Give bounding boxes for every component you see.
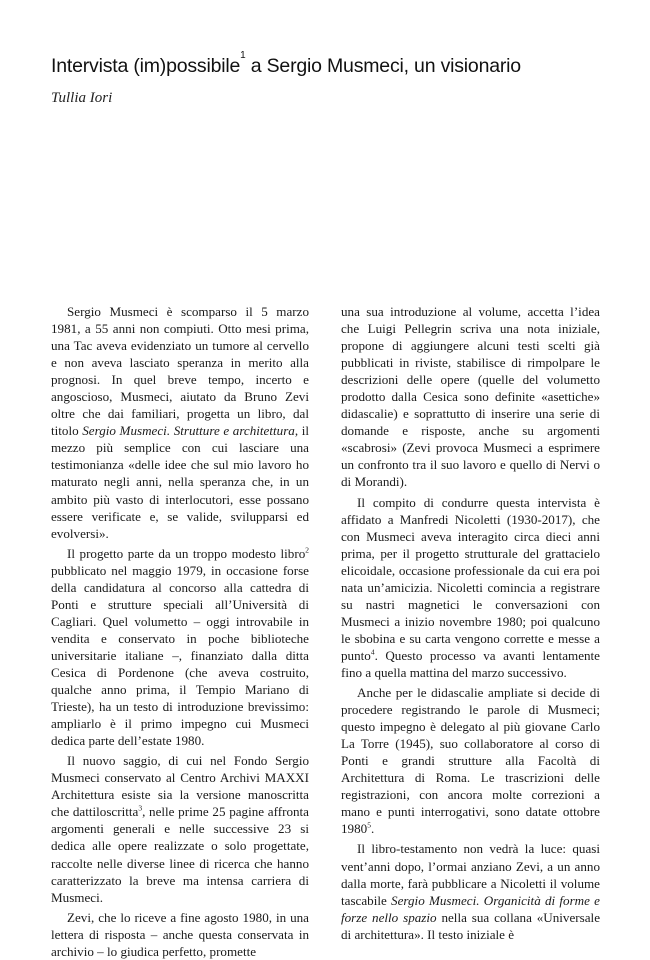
body-paragraph [51,303,309,542]
body-paragraph [341,494,600,682]
paragraph-text: , nelle prime 25 pagine affronta argomenti generali e nelle successive 23 si dedica alle opere realizzate o solo progettate, raccolte nelle diverse linee di ricerca che hanno caratterizzato la breve ma intensa carriera di Musmeci. [51,804,309,905]
paragraph-text: Sergio Musmeci è scomparso il 5 marzo 1981, a 55 anni non compiuti. Otto mesi prima, una Tac aveva evidenziato un tumore al cervello e non aveva lasciato speranza in merito alla prognosi. In quel breve tempo, incerto e angoscioso, Musmeci, aiutato da Bruno Zevi oltre che dai familiari, progetta un libro, dal titolo [51,304,309,439]
title-subtitle: a Sergio Musmeci, un visionario [245,55,521,77]
italic-title: Sergio Musmeci. Strutture e architettura [82,423,295,439]
paragraph-text: . [370,821,375,837]
paragraph-text: . Questo processo va avanti lentamente fino a quella mattina del marzo successivo. [341,647,600,680]
body-column-left [51,303,309,960]
author-name: Tullia Iori [51,90,113,106]
body-paragraph [341,303,600,491]
body-paragraph [51,909,309,960]
paragraph-text: Anche per le didascalie ampliate si decide di procedere registrando le parole di Musmeci; questo impegno è delegato al più giovane Carlo La Torre (1945), suo collaboratore al corso di Ponti e grandi strutture alla Facoltà di Architettura di Roma. Le trascrizioni delle registrazioni, con ancora molte correzioni a mano e punti interrogativi, sono datate ottobre 1980 [341,685,600,837]
footnote-marker: 3 [138,804,143,813]
paragraph-text: pubblicato nel maggio 1979, in occasione forse della candidatura al concorso alla cattedra di Ponti e strutture speciali all’Università di Cagliari. Quel volumetto – oggi introvabile in vendita e conservato in poche biblioteche universitarie italiane –, finanziato dalla ditta Cesica di Pordenone (che aveva costruito, qualche anno prima, il Tempio Mariano di Trieste), ha un testo di introduzione brevissimo: ampliarlo è il primo impegno cui Musmeci dedica parte dell’estate 1980. [51,562,309,749]
title-footnote-marker: 1 [240,50,246,61]
paragraph-text: , il mezzo più semplice con cui lasciare una testimonianza «delle idee che sul mio lavoro ho maturato negli anni, nella speranza che, in un ambito più vasto di interlocutori, esse possano essere verificate e, se valide, svilupparsi ed evolversi». [51,423,309,541]
title-main: Intervista (im)possibile [51,55,241,77]
body-paragraph [51,545,309,750]
paragraph-text: Zevi, che lo riceve a fine agosto 1980, in una lettera di risposta – anche questa conservata in archivio – lo giudica perfetto, promette [51,909,309,959]
paragraph-text: Il libro-testamento non vedrà la luce: quasi vent’anni dopo, l’ormai anziano Zevi, a un anno dalla morte, farà pubblicare a Nicoletti il volume tascabile [341,841,600,908]
italic-title: Sergio Musmeci. Organicità di forme e forze nello spazio [341,892,600,925]
paragraph-text: una sua introduzione al volume, accetta l’idea che Luigi Pellegrin scriva una nota iniziale, propone di aggiungere alcuni testi scelti già pubblicati in riviste, stabilisce di rimpolpare le descrizioni delle opere (quelle del volumetto prodotto dalla Cesica sono definite «asettiche» didascalie) e soprattutto di inserire una serie di domande e risposte, anche su argomenti «scabrosi» (Zevi provoca Musmeci a esprimere un confronto tra il suo lavoro e quello di Nervi o di Morandi). [341,304,600,490]
body-paragraph [341,840,600,942]
paragraph-text: Il compito di condurre questa intervista è affidato a Manfredi Nicoletti (1930-2017), che con Musmeci aveva interagito circa dieci anni prima, per il progetto strutturale del grattacielo elicoidale, occasione professionale da cui era poi nata un’amicizia. Nicoletti comincia a registrare su nastri magnetici le conversazioni con Musmeci a inizio novembre 1980; poi qualcuno le sbobina e su carta vengono corrette e messe a punto [341,494,600,663]
body-column-right [341,303,600,943]
footnote-marker: 4 [370,647,375,657]
footnote-marker: 5 [367,821,371,831]
paragraph-text: Il progetto parte da un troppo modesto libro [67,545,306,561]
paragraph-text: nella sua collana «Universale di architettura». Il testo iniziale è [341,909,601,942]
paragraph-text: Il nuovo saggio, di cui nel Fondo Sergio Musmeci conservato al Centro Archivi MAXXI Architettura esiste sia la versione manoscritta che dattiloscritta [51,753,309,820]
body-paragraph [341,684,600,837]
body-paragraph [51,752,309,905]
article-title [51,50,611,78]
footnote-marker: 2 [305,545,309,555]
